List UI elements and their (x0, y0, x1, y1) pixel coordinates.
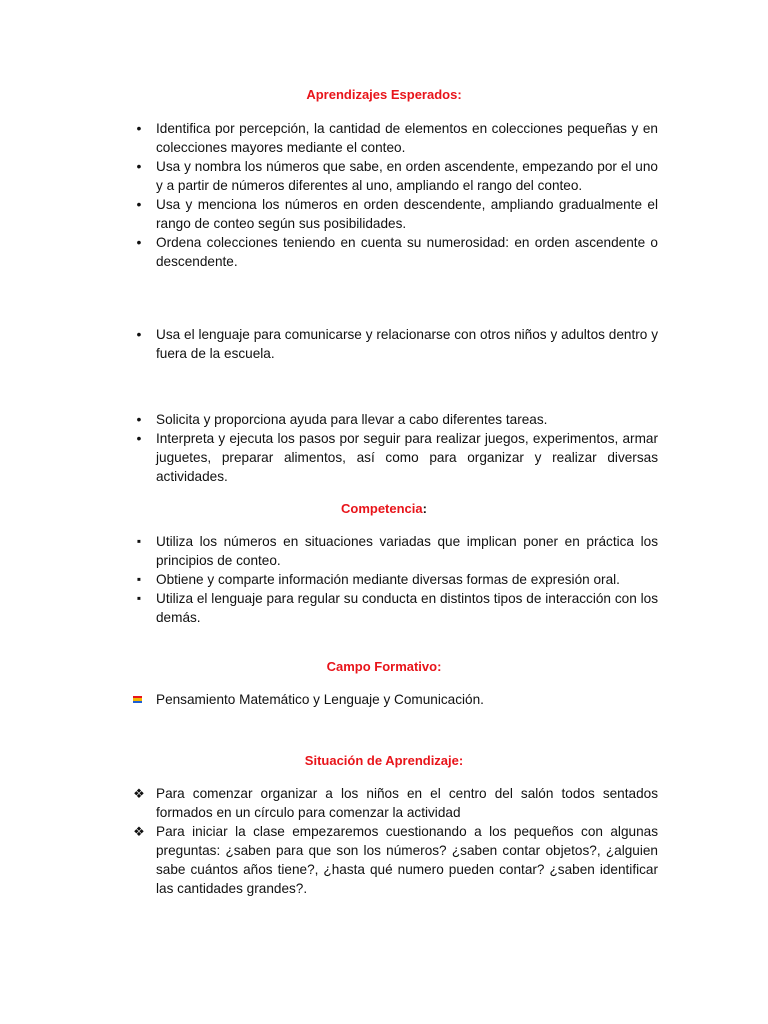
heading-competencia: Competencia: (341, 501, 427, 516)
disc-bullet-icon (130, 233, 148, 253)
list-aprendizajes-tareas (0, 410, 658, 486)
diamond-bullet-icon (130, 822, 148, 842)
heading-campo-formativo: Campo Formativo: (326, 659, 442, 674)
list-item: ▪ Utiliza el lenguaje para regular su conducta en distintos tipos de interacción con los demás. (0, 589, 658, 627)
list-item: ❖ Para iniciar la clase empezaremos cuestionando a los pequeños con algunas preguntas: ¿saben para que son los números? ¿saben contar objetos?, ¿alguien sabe cuántos años tiene?, ¿hasta qué numero pueden contar? ¿saben identificar las cantidades grandes?. (0, 822, 658, 898)
list-aprendizajes-lenguaje (0, 325, 658, 363)
square-bullet-icon (130, 589, 148, 608)
disc-bullet-icon (130, 410, 148, 430)
heading-situacion-de-aprendizaje: Situación de Aprendizaje: (304, 753, 464, 768)
colorful-bullet-icon (133, 696, 142, 703)
list-item: ▪ Utiliza los números en situaciones variadas que implican poner en práctica los principios de conteo. (0, 532, 658, 570)
list-aprendizajes (0, 119, 658, 271)
disc-bullet-icon (130, 429, 148, 449)
list-campo-formativo (0, 690, 658, 709)
list-item: • Identifica por percepción, la cantidad de elementos en colecciones pequeñas y en colecciones mayores mediante el conteo. (0, 119, 658, 157)
list-item: • Ordena colecciones teniendo en cuenta su numerosidad: en orden ascendente o descendente. (0, 233, 658, 271)
disc-bullet-icon (130, 119, 148, 139)
list-item: • Interpreta y ejecuta los pasos por seguir para realizar juegos, experimentos, armar juguetes, preparar alimentos, así como para organizar y realizar diversas actividades. (0, 429, 658, 486)
diamond-bullet-icon (130, 784, 148, 804)
list-item: ▪ Obtiene y comparte información mediante diversas formas de expresión oral. (0, 570, 658, 589)
disc-bullet-icon (130, 195, 148, 215)
list-situacion (0, 784, 658, 898)
list-competencia (0, 532, 658, 627)
list-item: • Usa y menciona los números en orden descendente, ampliando gradualmente el rango de conteo según sus posibilidades. (0, 195, 658, 233)
list-item: ❖ Para comenzar organizar a los niños en el centro del salón todos sentados formados en un círculo para comenzar la actividad (0, 784, 658, 822)
heading-aprendizajes-esperados: Aprendizajes Esperados: (306, 87, 462, 102)
list-item: • Usa el lenguaje para comunicarse y relacionarse con otros niños y adultos dentro y fuera de la escuela. (0, 325, 658, 363)
disc-bullet-icon (130, 325, 148, 345)
list-item: Pensamiento Matemático y Lenguaje y Comunicación. (0, 690, 658, 709)
list-item: • Solicita y proporciona ayuda para llevar a cabo diferentes tareas. (0, 410, 658, 429)
list-item: • Usa y nombra los números que sabe, en orden ascendente, empezando por el uno y a partir de números diferentes al uno, ampliando el rango del conteo. (0, 157, 658, 195)
square-bullet-icon (130, 570, 148, 589)
square-bullet-icon (130, 532, 148, 551)
disc-bullet-icon (130, 157, 148, 177)
